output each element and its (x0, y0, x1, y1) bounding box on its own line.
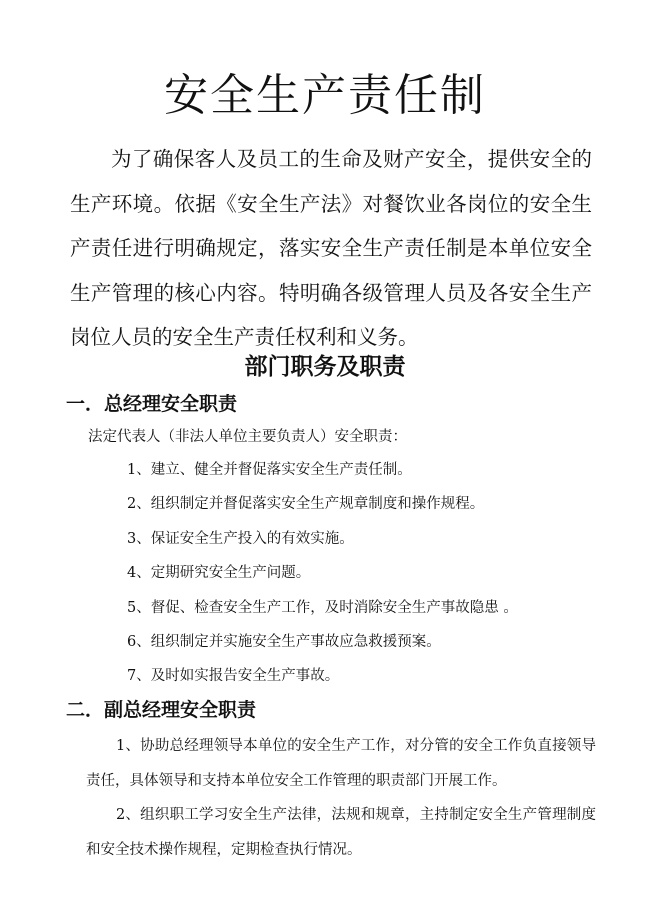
deputy-duty-paragraph: 2、组织职工学习安全生产法律，法规和规章，主持制定安全生产管理制度和安全技术操作规程，定期检查执行情况。 (86, 807, 596, 858)
general-manager-heading: 一．总经理安全职责 (66, 393, 238, 415)
general-manager-lead: 法定代表人（非法人单位主要负责人）安全职责： (88, 429, 407, 445)
general-manager-duty-list (127, 458, 518, 699)
duty-item: 2、组织制定并督促落实安全生产规章制度和操作规程。 (127, 496, 485, 513)
deputy-duty-paragraph: 1、协助总经理领导本单位的安全生产工作，对分管的安全工作负直接领导责任，具体领导和支持本单位安全工作管理的职责部门开展工作。 (86, 738, 596, 789)
document-title: 安全生产责任制 (164, 70, 486, 121)
deputy-manager-heading: 二．副总经理安全职责 (66, 699, 257, 721)
intro-paragraph: 为了确保客人及员工的生命及财产安全，提供安全的生产环境。依据《安全生产法》对餐饮业各岗位的安全生产责任进行明确规定，落实安全生产责任制是本单位安全生产管理的核心内容。特明确各级管理人员及各安全生产岗位人员的安全生产责任权利和义务。 (70, 147, 592, 349)
duty-item: 3、保证安全生产投入的有效实施。 (127, 530, 354, 547)
duty-item: 7、及时如实报告安全生产事故。 (127, 668, 340, 685)
duty-item: 6、组织制定并实施安全生产事故应急救援预案。 (127, 633, 441, 650)
section-title: 部门职务及职责 (244, 353, 406, 380)
duty-item: 1、建立、健全并督促落实安全生产责任制。 (127, 462, 412, 478)
duty-item: 5、督促、检查安全生产工作，及时消除安全生产事故隐患 。 (127, 599, 518, 616)
duty-item: 4、定期研究安全生产问题。 (127, 565, 311, 582)
